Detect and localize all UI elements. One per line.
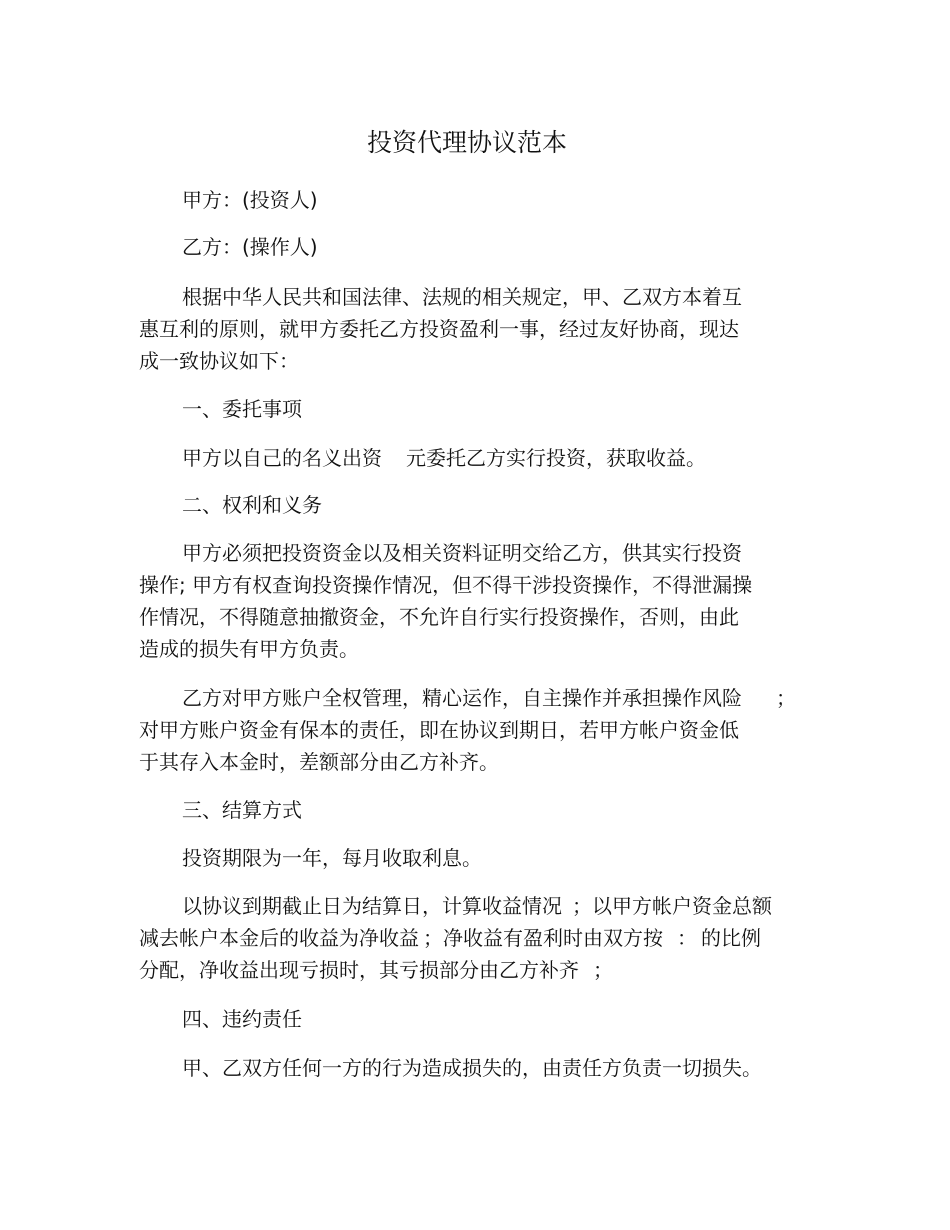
intro-line-3: 成一致协议如下： — [139, 349, 299, 373]
party-a-line: 甲方：(投资人) — [182, 188, 318, 212]
section3-para2-line-2-part-b: ；净收益有盈利时由双方按 — [423, 926, 663, 950]
section2-para2-line-1 — [182, 685, 796, 711]
section2-para1-line-1: 甲方必须把投资资金以及相关资料证明交给乙方，供其实行投资 — [182, 541, 742, 565]
section2-para1-line-3: 作情况，不得随意抽撤资金，不允许自行实行投资操作，否则，由此 — [139, 605, 739, 629]
section3-para2-line-3-part-b: ； — [593, 958, 613, 982]
section1-text-part-a: 甲方以自己的名义出资 — [182, 446, 382, 470]
section3-para1: 投资期限为一年，每月收取利息。 — [182, 846, 482, 870]
section3-para2-line-2-part-d: 的比例 — [701, 926, 761, 950]
section4-para1: 甲、乙双方任何一方的行为造成损失的，由责任方负责一切损失。 — [182, 1056, 762, 1080]
section2-para1-line-2: 操作; 甲方有权查询投资操作情况，但不得干涉投资操作，不得泄漏操 — [139, 573, 753, 597]
section3-para2-line-2-part-c: ： — [677, 926, 697, 950]
section2-para2-line-1-part-a: 乙方对甲方账户全权管理，精心运作，自主操作并承担操作风险 — [182, 686, 742, 710]
section2-para2-line-2: 对甲方账户资金有保本的责任，即在协议到期日，若甲方帐户资金低 — [139, 718, 739, 742]
document-title: 投资代理协议范本 — [366, 128, 567, 157]
section4-heading: 四、违约责任 — [182, 1007, 302, 1031]
section3-heading: 三、结算方式 — [182, 798, 302, 822]
intro-line-1: 根据中华人民共和国法律、法规的相关规定，甲、乙双方本着互 — [182, 285, 742, 309]
section3-para2-line-1-part-b: ；以甲方帐户资金总额 — [572, 894, 772, 918]
section3-para2-line-1 — [182, 893, 772, 919]
section3-para2-line-3-part-a: 分配，净收益出现亏损时，其亏损部分由乙方补齐 — [139, 958, 579, 982]
section3-para2-line-3 — [139, 957, 613, 983]
section2-heading: 二、权利和义务 — [182, 493, 322, 517]
party-b-line: 乙方：(操作人) — [182, 235, 318, 259]
section1-text — [182, 445, 706, 471]
section2-para1-line-4: 造成的损失有甲方负责。 — [139, 637, 359, 661]
section3-para2-line-2 — [139, 925, 761, 951]
section1-text-part-b: 元委托乙方实行投资，获取收益。 — [406, 446, 706, 470]
section2-para2-line-3: 于其存入本金时，差额部分由乙方补齐。 — [139, 750, 499, 774]
section2-para2-line-1-part-b: ； — [776, 686, 796, 710]
section3-para2-line-2-part-a: 减去帐户本金后的收益为净收益 — [139, 926, 419, 950]
section1-heading: 一、委托事项 — [182, 397, 302, 421]
intro-line-2: 惠互利的原则，就甲方委托乙方投资盈利一事，经过友好协商，现达 — [139, 317, 739, 341]
section3-para2-line-1-part-a: 以协议到期截止日为结算日，计算收益情况 — [182, 894, 562, 918]
